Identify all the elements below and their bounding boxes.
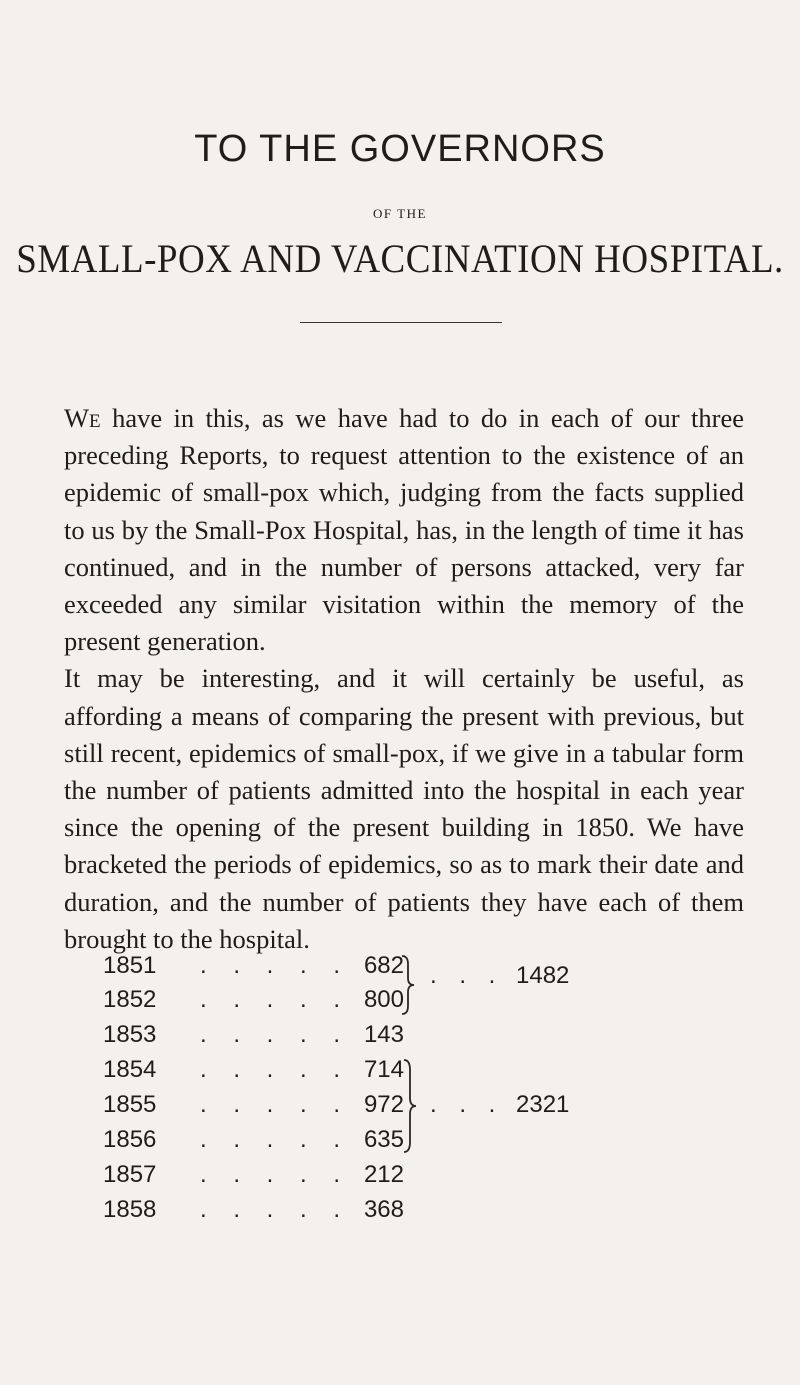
year-cell: 1852 <box>103 986 157 1013</box>
patients-cell: 143 <box>363 1021 404 1048</box>
table-row <box>0 1196 800 1230</box>
patients-cell: 682 <box>363 952 404 979</box>
dot-leader: . . . <box>430 962 504 989</box>
year-cell: 1854 <box>103 1056 157 1083</box>
year-cell: 1858 <box>103 1196 157 1223</box>
patients-cell: 635 <box>363 1126 404 1153</box>
institution-heading: SMALL-POX AND VACCINATION HOSPITAL. <box>16 237 784 282</box>
dot-leader: . . . . . <box>200 1091 351 1118</box>
paragraph-1-initial: We <box>64 403 101 433</box>
dot-leader: . . . . . <box>200 1161 351 1188</box>
year-cell: 1856 <box>103 1126 157 1153</box>
epidemic-brace-2 <box>402 1058 418 1154</box>
report-body <box>64 400 744 958</box>
paragraph-1 <box>64 400 744 660</box>
dot-leader: . . . . . <box>200 986 351 1013</box>
page-title: TO THE GOVERNORS <box>194 128 606 170</box>
epidemic-brace-1 <box>400 954 416 1016</box>
epidemic-total-2: 2321 <box>516 1091 570 1118</box>
table-row <box>0 1161 800 1195</box>
epidemic-total-1: 1482 <box>516 962 570 989</box>
year-cell: 1851 <box>103 952 157 979</box>
patients-cell: 212 <box>363 1161 404 1188</box>
divider-rule <box>300 322 502 323</box>
year-cell: 1855 <box>103 1091 157 1118</box>
patients-cell: 800 <box>363 986 404 1013</box>
table-row <box>0 1056 800 1090</box>
paragraph-1-text: have in this, as we have had to do in each of our three preceding Reports, to request attention to the existence of an epidemic of small-pox which, judging from the facts supplied to us by the Small-Pox Hospital, has, in the length of time it has continued, and in the number of persons attacked, very far exceeded any similar visitation within the memory of the present generation. <box>64 403 745 657</box>
patients-cell: 714 <box>363 1056 404 1083</box>
dot-leader: . . . . . <box>200 1196 351 1223</box>
dot-leader: . . . . . <box>200 952 351 979</box>
patients-cell: 368 <box>363 1196 404 1223</box>
dot-leader: . . . . . <box>200 1056 351 1083</box>
table-row <box>0 1126 800 1160</box>
dot-leader: . . . <box>430 1091 504 1118</box>
admissions-table <box>0 952 800 1372</box>
dot-leader: . . . . . <box>200 1126 351 1153</box>
paragraph-2: It may be interesting, and it will certainly be useful, as affording a means of comparing the present with previous, but still recent, epidemics of small-pox, if we give in a tabular form the number of patients admitted into the hospital in each year since the opening of the present building in 1850. We have bracketed the periods of epidemics, so as to mark their date and duration, and the number of patients they have each of them brought to the hospital. <box>64 663 744 954</box>
dot-leader: . . . . . <box>200 1021 351 1048</box>
year-cell: 1857 <box>103 1161 157 1188</box>
table-row <box>0 1021 800 1055</box>
year-cell: 1853 <box>103 1021 157 1048</box>
heading-connector: OF THE <box>373 206 427 221</box>
table-row <box>0 1091 800 1125</box>
patients-cell: 972 <box>363 1091 404 1118</box>
